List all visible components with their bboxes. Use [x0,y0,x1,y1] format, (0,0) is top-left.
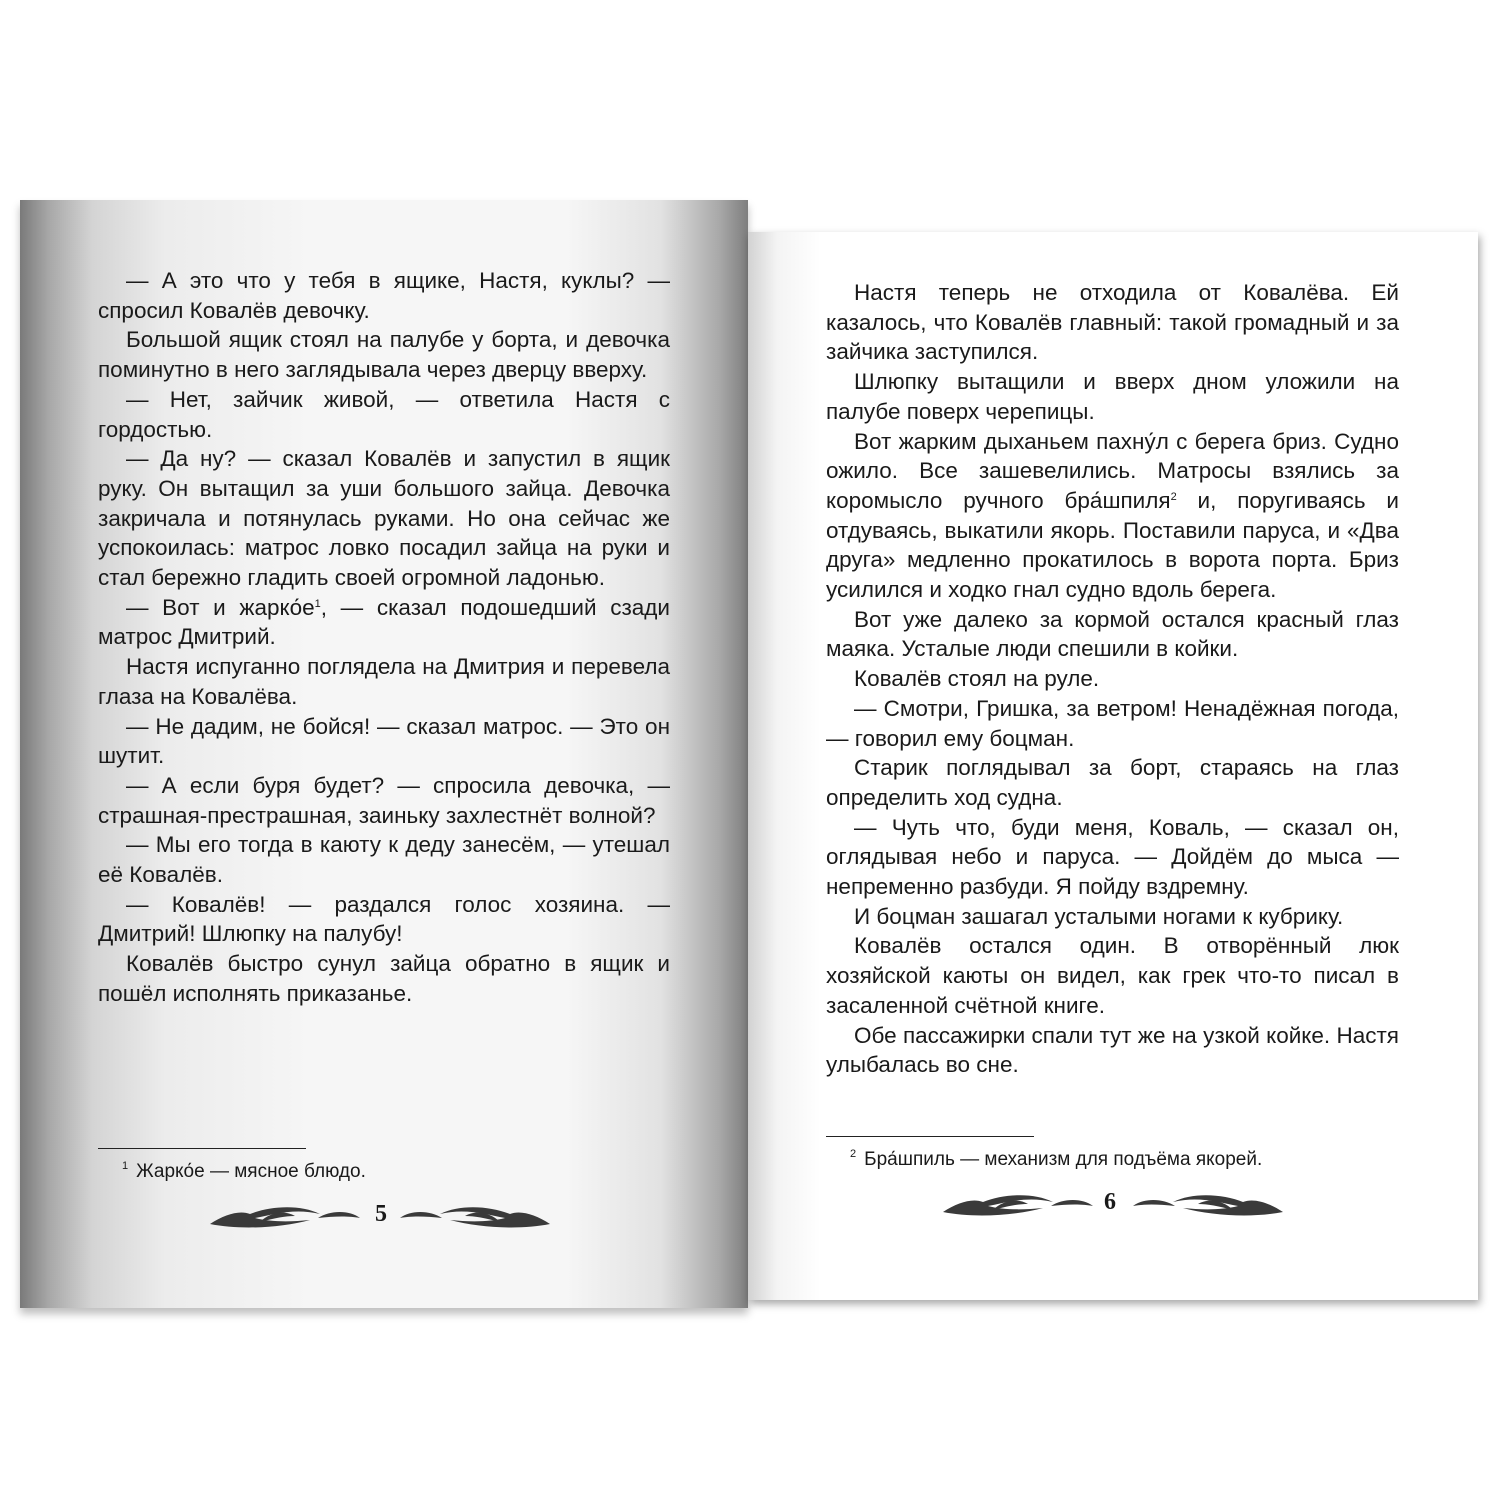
footnote-ref[interactable]: 2 [1170,490,1177,503]
paragraph: Большой ящик стоял на палубе у борта, и девочка поминутно в него заглядывала через дверцу вверху. [98,327,670,383]
footnote-mark: 2 [850,1148,857,1160]
paragraph: Настя испуганно поглядела на Дмитрия и перевела глаза на Ковалёва. [98,654,670,709]
paragraph: — А это что у тебя в ящике, Настя, куклы? — спросил Ковалёв девочку. [98,268,670,323]
footnote-ref[interactable]: 1 [314,597,321,610]
paragraph: — Да ну? — сказал Ковалёв и запустил в ящик руку. Он вытащил за уши большого зайца. Девочка закричала и потянулась руками. Но она сейчас же успокоилась: матрос ловко посадил зайца на руки и стал бережно гладить своей огромной ладонью. [98,446,670,591]
paragraph: — Мы его тогда в каюту к деду занесём, — утешал её Ковалёв. [98,832,670,888]
right-page [748,232,1478,1300]
paragraph-part: — Вот и жарко́е [126,594,315,620]
footnote-text: Жарко́е — мясное блюдо. [136,1161,366,1182]
paragraph: — Чуть что, буди меня, Коваль, — сказал он, оглядывая небо и паруса. — Дойдём до мыса — непременно разбуди. Я пойду вздремну. [826,814,1399,900]
paragraph: И боцман зашагал усталыми ногами к кубрику. [854,903,1344,929]
paragraph-part: и, поругиваясь и отдуваясь, выкатили якорь. Поставили паруса, и «Два друга» медленно прокатилось в ворота порта. Бриз усилился и ходко гнал судно вдоль берега. [826,487,1399,603]
footnote [122,1160,366,1184]
paragraph: Ковалёв быстро сунул зайца обратно в ящик и пошёл исполнять приказанье. [98,951,670,1006]
paragraph [98,593,670,652]
paragraph-part: Вот жарким дыханьем пахну́л с берега бриз. Судно ожило. Все зашевелились. Матросы взялись за коромысло ручного бра́шпиля [826,428,1399,513]
paragraph: Старик поглядывал за борт, стараясь на глаз определить ход судна. [826,755,1399,810]
paragraph: — Нет, зайчик живой, — ответила Настя с гордостью. [98,386,670,442]
paragraph: Настя теперь не отходила от Ковалёва. Ей казалось, что Ковалёв главный: такой громадный и за зайчика заступился. [826,280,1399,365]
page-number: 5 [375,1201,387,1227]
paragraph [826,427,1399,605]
footnote-mark: 1 [122,1160,129,1172]
footnote-divider [826,1136,1034,1137]
footnote-text: Бра́шпиль — механизм для подъёма якорей. [864,1149,1263,1170]
paragraph: Обе пассажирки спали тут же на узкой койке. Настя улыбалась во сне. [826,1022,1399,1078]
paragraph: — Ковалёв! — раздался голос хозяина. — Дмитрий! Шлюпку на палубу! [98,891,670,947]
footnote-divider [98,1148,306,1149]
paragraph: Ковалёв остался один. В отворённый люк хозяйской каюты он видел, как грек что-то писал в засаленной счётной книге. [826,933,1399,1018]
left-page-text [98,266,670,1009]
left-page [20,200,748,1308]
paragraph: Шлюпку вытащили и вверх дном уложили на палубе поверх черепицы. [826,369,1399,424]
right-page-text [826,278,1399,1080]
paragraph: — Не дадим, не бойся! — сказал матрос. — Это он шутит. [98,713,670,769]
page-number: 6 [1104,1189,1116,1215]
paragraph: — А если буря будет? — спросила девочка, — страшная-престрашная, заиньку захлестнёт волной? [98,772,670,828]
paragraph: Вот уже далеко за кормой остался красный глаз маяка. Усталые люди спешили в койки. [826,606,1399,662]
paragraph-part: , — сказал подошедший сзади матрос Дмитрий. [98,594,670,650]
paragraph: Ковалёв стоял на руле. [854,666,1100,692]
paragraph: — Смотри, Гришка, за ветром! Ненадёжная погода, — говорил ему боцман. [826,695,1399,751]
footnote [850,1148,1262,1172]
